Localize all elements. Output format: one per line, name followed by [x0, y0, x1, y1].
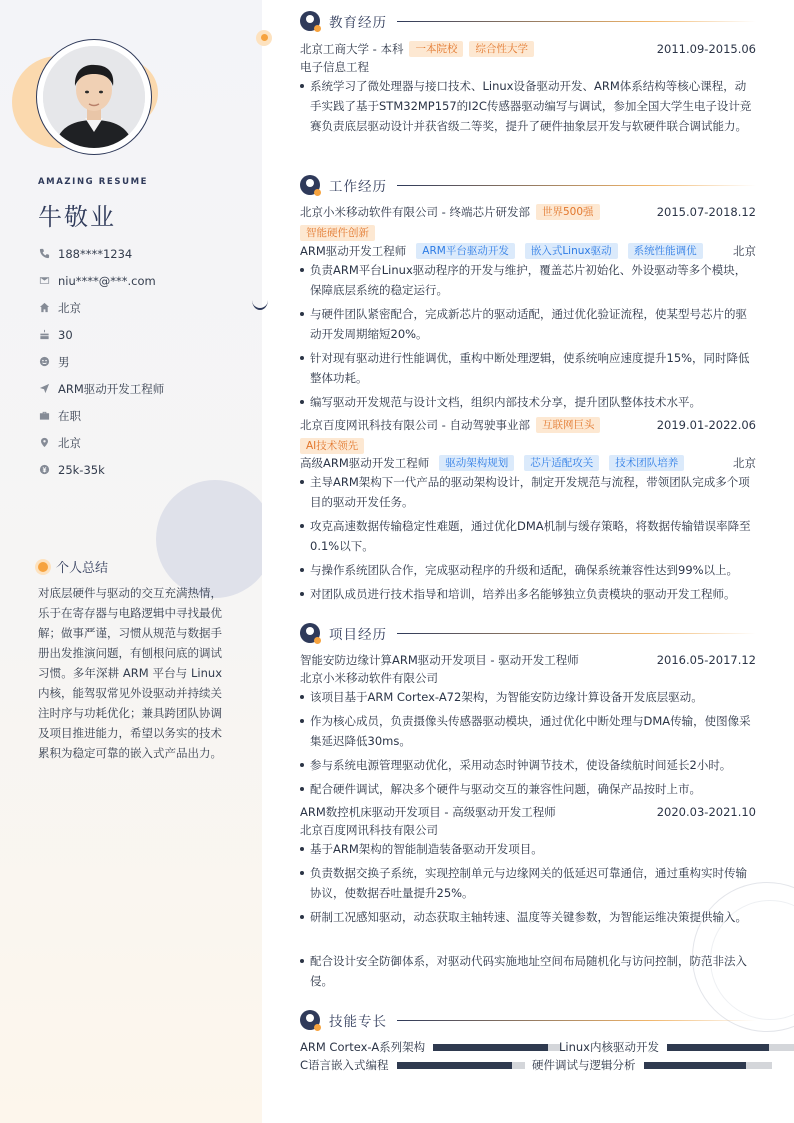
candidate-name: 牛敬业: [38, 203, 116, 231]
education-bullet: 系统学习了微处理器与接口技术、Linux设备驱动开发、ARM体系结构等核心课程，动手实践了基于STM32MP157的I2C传感器驱动编写与调试，参加全国大学生电子设计竞赛负责底层驱动设计并获省级二等奖，提升了硬件抽象层开发与软硬件联合调试能力。: [300, 76, 756, 136]
skill-item: [300, 1057, 525, 1073]
school-tag: 一本院校: [409, 41, 463, 57]
job-city: 北京: [733, 244, 756, 258]
skill-name: ARM Cortex-A系列架构: [300, 1040, 426, 1054]
skill-bar: [667, 1044, 794, 1051]
job-bullet: 针对现有驱动进行性能调优，重构中断处理逻辑，使系统响应速度提升15%，同时降低整体功耗。: [300, 348, 756, 388]
position: 高级ARM驱动开发工程师: [300, 456, 430, 470]
position: ARM驱动开发工程师: [300, 244, 407, 258]
skill-item: [300, 1039, 561, 1055]
summary-dot-icon: [38, 562, 48, 572]
education-date: 2011.09-2015.06: [656, 42, 756, 56]
info-phone: [38, 240, 164, 267]
decorative-dot: [256, 30, 272, 46]
project-date: 2020.03-2021.10: [656, 805, 756, 819]
section-projects: [300, 623, 756, 643]
section-bullet-icon: [300, 175, 320, 195]
salary-icon: [38, 464, 50, 476]
job-bullet: 对团队成员进行技术指导和培训，培养出多名能够独立负责模块的驱动开发工程师。: [300, 584, 756, 604]
school-tag: 综合性大学: [469, 41, 534, 57]
job-bullet: 与硬件团队紧密配合，完成新芯片的驱动适配，通过优化验证流程，使某型号芯片的驱动开发周期缩短20%。: [300, 304, 756, 344]
gender-text: 男: [58, 354, 70, 369]
info-home: [38, 294, 164, 321]
sidebar: [0, 0, 262, 1123]
section-education: [300, 11, 756, 31]
info-job: [38, 375, 164, 402]
job-header: [300, 203, 756, 221]
job-city: 北京: [733, 456, 756, 470]
company-name: 北京小米移动软件有限公司 - 终端芯片研发部: [300, 205, 530, 219]
info-gender: [38, 348, 164, 375]
skill-bar: [397, 1062, 525, 1069]
skill-tag: 系统性能调优: [628, 243, 703, 259]
project-bullet: 配合设计安全防御体系，对驱动代码实施地址空间布局随机化与访问控制，防范非法入侵。: [300, 951, 756, 991]
summary-title: 个人总结: [56, 561, 109, 576]
skill-bar-fill: [667, 1044, 769, 1051]
job-text: ARM驱动开发工程师: [58, 381, 165, 396]
status-text: 在职: [58, 408, 81, 423]
send-icon: [38, 383, 50, 395]
job-tags-row: [300, 437, 756, 455]
job-bullet: 负责ARM平台Linux驱动程序的开发与维护，覆盖芯片初始化、外设驱动等多个模块，保障底层系统的稳定运行。: [300, 260, 756, 300]
section-title: 项目经历: [329, 627, 387, 643]
company-name: 北京百度网讯科技有限公司 - 自动驾驶事业部: [300, 418, 530, 432]
job-date: 2019.01-2022.06: [656, 418, 756, 432]
phone-text: 188****1234: [58, 246, 133, 261]
major: 电子信息工程: [300, 60, 369, 74]
project-company: 北京小米移动软件有限公司: [300, 671, 438, 685]
skill-item: [559, 1039, 794, 1055]
job-position-row: [300, 242, 756, 260]
job-bullet: 攻克高速数据传输稳定性难题，通过优化DMA机制与缓存策略，将数据传输错误率降至0.1%以下。: [300, 516, 756, 556]
skill-tag: 技术团队培养: [609, 455, 684, 471]
skill-bar: [644, 1062, 772, 1069]
decorative-blob: [156, 480, 262, 598]
company-tag: 世界500强: [536, 204, 600, 220]
section-divider: [397, 1020, 756, 1021]
job-bullet: 主导ARM架构下一代产品的驱动架构设计，制定开发规范与流程，带领团队完成多个项目的驱动开发任务。: [300, 472, 756, 512]
skill-tag: 芯片适配攻关: [524, 455, 599, 471]
skill-name: 硬件调试与逻辑分析: [532, 1058, 636, 1072]
school-name: 北京工商大学 - 本科: [300, 42, 404, 56]
contact-info: [38, 240, 164, 483]
phone-icon: [38, 248, 50, 260]
section-title: 技能专长: [329, 1014, 387, 1030]
skill-name: Linux内核驱动开发: [559, 1040, 659, 1054]
job-bullet: 与操作系统团队合作，完成驱动程序的升级和适配，确保系统兼容性达到99%以上。: [300, 560, 756, 580]
location-icon: [38, 437, 50, 449]
job-date: 2015.07-2018.12: [656, 205, 756, 219]
job-bullet: 编写驱动开发规范与设计文档，组织内部技术分享，提升团队整体技术水平。: [300, 392, 756, 412]
home-text: 北京: [58, 300, 81, 315]
job-position-row: [300, 454, 756, 472]
cake-icon: [38, 329, 50, 341]
info-salary: [38, 456, 164, 483]
skill-tag: 嵌入式Linux驱动: [525, 243, 618, 259]
location-text: 北京: [58, 435, 81, 450]
section-bullet-icon: [300, 1010, 320, 1030]
skill-name: C语言嵌入式编程: [300, 1058, 389, 1072]
avatar-person-icon: [43, 46, 145, 148]
skill-item: [532, 1057, 772, 1073]
company-tag: AI技术领先: [300, 438, 364, 454]
project-bullet: 研制工况感知驱动，动态获取主轴转速、温度等关键参数，为智能运维决策提供输入。: [300, 907, 756, 927]
company-tag: 智能硬件创新: [300, 225, 375, 241]
project-bullet: 负责数据交换子系统，实现控制单元与边缘网关的低延迟可靠通信，通过重构实时传输协议，使数据吞吐量提升25%。: [300, 863, 756, 903]
skill-bar-fill: [644, 1062, 746, 1069]
project-bullet: 参与系统电源管理驱动优化，采用动态时钟调节技术，使设备续航时间延长2小时。: [300, 755, 756, 775]
skill-bar-fill: [397, 1062, 512, 1069]
project-bullet: 基于ARM架构的智能制造装备驱动开发项目。: [300, 839, 756, 859]
info-age: [38, 321, 164, 348]
project-bullet: 作为核心成员，负责摄像头传感器驱动模块，通过优化中断处理与DMA传输，使图像采集延迟降低30ms。: [300, 711, 756, 751]
skill-tag: ARM平台驱动开发: [416, 243, 515, 259]
company-tag: 互联网巨头: [536, 417, 601, 433]
summary-text: 对底层硬件与驱动的交互充满热情，乐于在寄存器与电路逻辑中寻找最优解；做事严谨，习惯从规范与数据手册出发推演问题，有刨根问底的调试习惯。多年深耕 ARM 平台与 Linux 内核，能驾驭常见外设驱动并持续关注时序与功耗优化；兼具跨团队协调及项目推进能力，希望以务实的技术累积为稳定可靠的嵌入式产品出力。: [38, 586, 222, 760]
salary-text: 25k-35k: [58, 462, 105, 477]
age-text: 30: [58, 327, 73, 342]
project-bullet: 配合硬件调试，解决多个硬件与驱动交互的兼容性问题，确保产品按时上市。: [300, 779, 756, 799]
summary-heading: [38, 557, 108, 576]
avatar: [43, 46, 145, 148]
section-divider: [397, 633, 756, 634]
section-title: 工作经历: [329, 179, 387, 195]
section-bullet-icon: [300, 623, 320, 643]
project-date: 2016.05-2017.12: [656, 653, 756, 667]
section-work: [300, 175, 756, 195]
section-bullet-icon: [300, 11, 320, 31]
project-company: 北京百度网讯科技有限公司: [300, 823, 438, 837]
job-header: [300, 416, 756, 434]
info-status: [38, 402, 164, 429]
section-divider: [397, 21, 756, 22]
skill-bar-fill: [433, 1044, 548, 1051]
gender-icon: [38, 356, 50, 368]
project-name: ARM数控机床驱动开发项目 - 高级驱动开发工程师: [300, 805, 556, 819]
education-header: [300, 40, 756, 58]
briefcase-icon: [38, 410, 50, 422]
job-tags-row: [300, 224, 756, 242]
project-bullet: 该项目基于ARM Cortex-A72架构，为智能安防边缘计算设备开发底层驱动。: [300, 687, 756, 707]
tagline: AMAZING RESUME: [38, 177, 149, 187]
project-name: 智能安防边缘计算ARM驱动开发项目 - 驱动开发工程师: [300, 653, 579, 667]
section-divider: [397, 185, 756, 186]
project-header: [300, 651, 756, 669]
decorative-arc: [252, 290, 268, 310]
mail-icon: [38, 275, 50, 287]
project-header: [300, 803, 756, 821]
section-title: 教育经历: [329, 15, 387, 31]
info-location: [38, 429, 164, 456]
skill-bar: [433, 1044, 561, 1051]
email-text: niu****@***.com: [58, 273, 156, 288]
home-icon: [38, 302, 50, 314]
info-email: [38, 267, 164, 294]
section-skills: [300, 1010, 756, 1030]
skill-tag: 驱动架构规划: [439, 455, 514, 471]
